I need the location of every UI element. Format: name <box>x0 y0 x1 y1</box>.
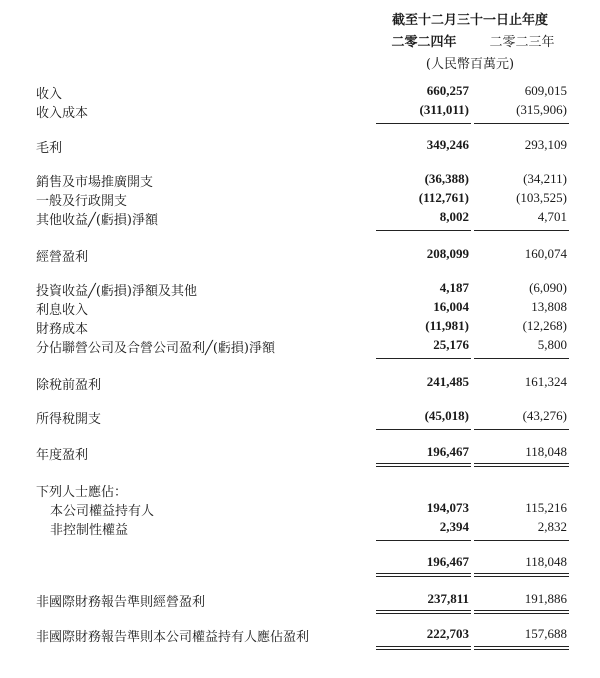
rule-double-top <box>474 610 569 611</box>
value-2023-operating-profit: 160,074 <box>524 246 567 261</box>
value-2023-other-gains: 4,701 <box>537 209 567 224</box>
rule-single <box>376 540 471 541</box>
rule-double-top <box>474 573 569 574</box>
row-label-income-tax: 所得稅開支 <box>36 412 102 427</box>
value-2023-finance-costs: (12,268) <box>522 318 567 333</box>
year-2023-header: 二零二三年 <box>489 35 555 50</box>
value-2023-gross-profit: 293,109 <box>524 137 567 152</box>
value-2023-equity-holders: 115,216 <box>525 500 567 515</box>
value-2024-gross-profit: 349,246 <box>426 137 469 152</box>
value-2024-profit-for-year: 196,467 <box>426 444 469 459</box>
rule-double-top <box>376 646 471 647</box>
rule-single <box>376 358 471 359</box>
value-2024-equity-holders: 194,073 <box>426 500 469 515</box>
value-2023-investment-gains: (6,090) <box>529 280 567 295</box>
row-label-revenue: 收入 <box>36 87 63 102</box>
rule-double-top <box>474 646 569 647</box>
year-2024-header: 二零二四年 <box>391 35 457 50</box>
value-2023-interest-income: 13,808 <box>531 299 567 314</box>
row-label-operating-profit: 經營盈利 <box>36 250 89 265</box>
rule-single <box>474 358 569 359</box>
row-label-equity-holders: 本公司權益持有人 <box>50 504 155 519</box>
value-2023-non-controlling: 2,832 <box>537 519 567 534</box>
row-label-non-ifrs-operating-profit: 非國際財務報告準則經營盈利 <box>36 595 206 610</box>
rule-double-top <box>376 610 471 611</box>
row-label-interest-income: 利息收入 <box>36 303 89 318</box>
value-2023-selling-expenses: (34,211) <box>523 171 567 186</box>
row-label-cost-of-revenue: 收入成本 <box>36 106 89 121</box>
rule-double-bottom <box>376 649 471 650</box>
rule-single <box>474 230 569 231</box>
unit-header: (人民幣百萬元) <box>425 57 515 72</box>
value-2024-non-ifrs-operating-profit: 237,811 <box>427 591 469 606</box>
rule-double-bottom <box>474 649 569 650</box>
row-label-profit-before-tax: 除稅前盈利 <box>36 378 102 393</box>
value-2023-revenue: 609,015 <box>524 83 567 98</box>
rule-double-bottom <box>474 466 569 467</box>
value-2024-non-ifrs-attributable-profit: 222,703 <box>426 626 469 641</box>
value-2023-non-ifrs-attributable-profit: 157,688 <box>524 626 567 641</box>
value-2023-attributable-total: 118,048 <box>525 554 567 569</box>
row-label-share-of-associates: 分佔聯營公司及合營公司盈利╱(虧損)淨額 <box>36 341 275 356</box>
rule-double-bottom <box>474 613 569 614</box>
rule-single <box>376 429 471 430</box>
value-2023-admin-expenses: (103,525) <box>516 190 567 205</box>
rule-double-bottom <box>376 466 471 467</box>
row-label-attributable-to: 下列人士應佔： <box>36 485 128 500</box>
value-2024-other-gains: 8,002 <box>439 209 469 224</box>
value-2024-finance-costs: (11,981) <box>425 318 469 333</box>
value-2024-non-controlling: 2,394 <box>439 519 469 534</box>
rule-single <box>376 123 471 124</box>
value-2024-income-tax: (45,018) <box>424 408 469 423</box>
value-2023-share-of-associates: 5,800 <box>537 337 567 352</box>
rule-single <box>474 123 569 124</box>
row-label-gross-profit: 毛利 <box>36 141 63 156</box>
rule-double-bottom <box>376 613 471 614</box>
rule-double-top <box>474 463 569 464</box>
value-2024-interest-income: 16,004 <box>433 299 469 314</box>
row-label-investment-gains: 投資收益╱(虧損)淨額及其他 <box>36 284 197 299</box>
rule-double-bottom <box>474 576 569 577</box>
value-2024-admin-expenses: (112,761) <box>418 190 469 205</box>
value-2023-cost-of-revenue: (315,906) <box>516 102 567 117</box>
row-label-other-gains: 其他收益╱(虧損)淨額 <box>36 213 158 228</box>
rule-double-top <box>376 463 471 464</box>
value-2023-profit-before-tax: 161,324 <box>524 374 567 389</box>
rule-double-bottom <box>376 576 471 577</box>
value-2023-profit-for-year: 118,048 <box>525 444 567 459</box>
value-2024-share-of-associates: 25,176 <box>433 337 469 352</box>
value-2023-income-tax: (43,276) <box>522 408 567 423</box>
row-label-non-ifrs-attributable-profit: 非國際財務報告準則本公司權益持有人應佔盈利 <box>36 630 310 645</box>
value-2024-profit-before-tax: 241,485 <box>426 374 469 389</box>
row-label-admin-expenses: 一般及行政開支 <box>36 194 128 209</box>
value-2024-operating-profit: 208,099 <box>426 246 469 261</box>
value-2024-investment-gains: 4,187 <box>439 280 469 295</box>
rule-single <box>376 230 471 231</box>
rule-single <box>474 540 569 541</box>
rule-single <box>474 429 569 430</box>
value-2024-selling-expenses: (36,388) <box>424 171 469 186</box>
row-label-finance-costs: 財務成本 <box>36 322 89 337</box>
row-label-selling-expenses: 銷售及市場推廣開支 <box>36 175 154 190</box>
row-label-non-controlling: 非控制性權益 <box>50 523 129 538</box>
value-2024-attributable-total: 196,467 <box>426 554 469 569</box>
value-2024-revenue: 660,257 <box>426 83 469 98</box>
row-label-profit-for-year: 年度盈利 <box>36 448 89 463</box>
rule-double-top <box>376 573 471 574</box>
period-header: 截至十二月三十一日止年度 <box>391 13 548 28</box>
value-2024-cost-of-revenue: (311,011) <box>419 102 469 117</box>
value-2023-non-ifrs-operating-profit: 191,886 <box>524 591 567 606</box>
